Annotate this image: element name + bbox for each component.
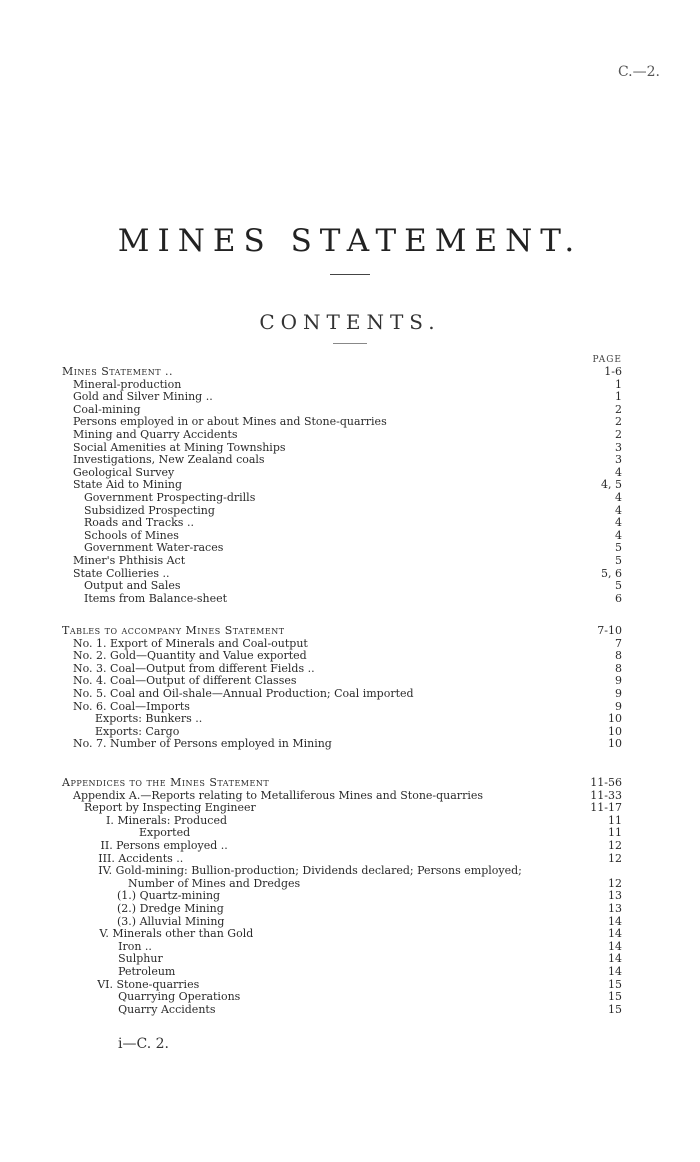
toc-entry-page: 12 [608,876,622,890]
toc-entry-page: 15 [608,1002,622,1016]
toc-entry-page: 4, 5 [601,478,622,492]
toc-entry-label: III. Accidents .. [98,851,184,865]
toc-entry-page: 2 [615,427,622,441]
toc-entry-page: 9 [615,699,622,713]
toc-entry [0,391,700,404]
toc-entry-page: 14 [608,939,622,953]
toc-entry [0,991,700,1004]
toc-entry-label: Petroleum [118,964,176,978]
toc-entry-label: Report by Inspecting Engineer [84,801,256,815]
toc-entry-page: 3 [615,440,622,454]
toc-entry [0,966,700,979]
toc-entry [0,555,700,568]
toc-entry-label: (1.) Quartz-mining [117,889,221,903]
toc-entry-page: 12 [608,838,622,852]
toc-entry [0,802,700,815]
toc-section-tables [0,625,700,751]
footer-signature: i—C. 2. [118,1036,169,1052]
toc-entry-page: 14 [608,927,622,941]
contents-heading: CONTENTS. [259,310,441,334]
toc-entry-label: IV. Gold-mining: Bullion-production; Dividends declared; Persons employed; [98,864,522,878]
toc-entry-label: Exported [139,826,191,840]
toc-entry-page: 9 [615,674,622,688]
toc-section-mines-statement [0,366,700,605]
toc-entry-page: 13 [608,901,622,915]
toc-entry-page: 7 [615,636,622,650]
toc-entry-label: Coal-mining [73,402,141,416]
toc-entry [0,953,700,966]
toc-entry-label: Items from Balance-sheet [84,591,228,605]
toc-entry-label: Mining and Quarry Accidents [73,427,238,441]
toc-entry [0,688,700,701]
toc-entry [0,625,700,638]
toc-entry [0,492,700,505]
toc-entry-label: Tables to accompany Mines Statement [62,624,285,637]
toc-entry-label: Appendix A.—Reports relating to Metalliferous Mines and Stone-quarries [73,788,483,802]
contents-rule [333,343,367,344]
toc-entry-page: 14 [608,964,622,978]
toc-entry-label: No. 3. Coal—Output from different Fields .. [73,661,315,675]
toc-entry-page: 5 [615,553,622,567]
toc-entry-label: State Collieries .. [73,566,170,580]
toc-entry-page: 11 [608,813,622,827]
toc-entry [0,593,700,606]
toc-entry [0,454,700,467]
toc-entry-label: Roads and Tracks .. [84,516,194,530]
toc-entry-page: 4 [615,528,622,542]
toc-entry-page: 14 [608,952,622,966]
toc-entry-page: 8 [615,649,622,663]
toc-entry [0,878,700,891]
toc-entry-page: 5 [615,541,622,555]
toc-entry-label: Sulphur [118,952,163,966]
toc-entry-label: VI. Stone-quarries [97,977,200,991]
toc-entry-page: 11-56 [590,776,622,789]
toc-entry-label: Quarrying Operations [118,990,241,1004]
toc-entry-page: 5 [615,579,622,593]
toc-entry-page: 1-6 [604,365,622,378]
toc-entry-label: Investigations, New Zealand coals [73,453,265,467]
toc-entry-page: 8 [615,661,622,675]
page-reference: C.—2. [617,64,660,80]
toc-entry-page: 15 [608,990,622,1004]
toc-entry-label: II. Persons employed .. [100,838,228,852]
toc-entry-label: Miner's Phthisis Act [73,553,186,567]
toc-entry [0,941,700,954]
toc-entry-page: 10 [608,712,622,726]
toc-entry-page: 15 [608,977,622,991]
toc-entry-page: 14 [608,914,622,928]
toc-entry [0,890,700,903]
toc-entry [0,777,700,790]
toc-entry-page: 1 [615,390,622,404]
toc-entry-page: 11-17 [590,801,622,815]
toc-entry-page: 12 [608,851,622,865]
toc-entry [0,928,700,941]
toc-entry-page: 1 [615,377,622,391]
toc-entry [0,429,700,442]
toc-entry [0,713,700,726]
toc-entry-label: Geological Survey [73,465,175,479]
toc-entry-label: I. Minerals: Produced [106,813,228,827]
toc-entry-label: State Aid to Mining [73,478,182,492]
toc-entry-page: 4 [615,490,622,504]
toc-entry-label: Iron .. [118,939,152,953]
toc-entry-label: No. 4. Coal—Output of different Classes [73,674,297,688]
toc-entry-label: Mineral-production [73,377,182,391]
toc-entry-label: Exports: Bunkers .. [95,712,203,726]
toc-entry-page: 13 [608,889,622,903]
toc-entry-label: V. Minerals other than Gold [99,927,254,941]
toc-entry [0,979,700,992]
toc-entry-page: 2 [615,415,622,429]
toc-entry-label: Output and Sales [84,579,181,593]
toc-entry-page: 3 [615,453,622,467]
toc-entry-label: No. 2. Gold—Quantity and Value exported [73,649,307,663]
page-title: MINES STATEMENT. [117,223,583,259]
toc-entry-label: No. 7. Number of Persons employed in Mining [73,737,332,751]
toc-entry-label: No. 6. Coal—Imports [73,699,190,713]
toc-entry-label: Government Water-races [84,541,224,555]
toc-entry [0,580,700,593]
toc-entry-label: Quarry Accidents [118,1002,216,1016]
toc-entry-label: Mines Statement .. [62,365,174,378]
toc-entry-label: Subsidized Prospecting [84,503,215,517]
toc-entry [0,903,700,916]
toc-entry-page: 5, 6 [601,566,622,580]
toc-entry-page: 10 [608,737,622,751]
toc-entry-label: (3.) Alluvial Mining [117,914,225,928]
toc-entry-label: No. 5. Coal and Oil-shale—Annual Production; Coal imported [73,686,414,700]
toc-entry [0,650,700,663]
toc-entry-page: 10 [608,724,622,738]
toc-entry-page: 11 [608,826,622,840]
page-column-header: PAGE [592,355,622,365]
toc-entry-page: 4 [615,516,622,530]
toc-entry [0,865,700,878]
toc-entry-label: Schools of Mines [84,528,179,542]
toc-section-appendices [0,777,700,1016]
toc-entry [0,1004,700,1017]
toc-entry [0,738,700,751]
toc-entry-label: Gold and Silver Mining .. [73,390,213,404]
toc-entry-label: No. 1. Export of Minerals and Coal-output [73,636,308,650]
toc-entry [0,840,700,853]
toc-entry [0,366,700,379]
toc-entry-label: Appendices to the Mines Statement [62,776,270,789]
title-rule [330,274,370,275]
toc-entry [0,517,700,530]
toc-entry-page: 7-10 [597,624,622,637]
toc-entry-label: (2.) Dredge Mining [117,901,224,915]
toc-entry-label: Number of Mines and Dredges [128,876,301,890]
toc-entry-page: 6 [615,591,622,605]
toc-entry-label: Government Prospecting-drills [84,490,256,504]
toc-entry-page: 4 [615,503,622,517]
toc-entry-page: 11-33 [590,788,622,802]
toc-entry-page: 4 [615,465,622,479]
toc-entry-label: Exports: Cargo [95,724,180,738]
toc-entry-page: 2 [615,402,622,416]
toc-entry-label: Persons employed in or about Mines and Stone-quarries [73,415,387,429]
toc-entry [0,815,700,828]
toc-entry-page: 9 [615,686,622,700]
toc-entry-label: Social Amenities at Mining Townships [73,440,286,454]
